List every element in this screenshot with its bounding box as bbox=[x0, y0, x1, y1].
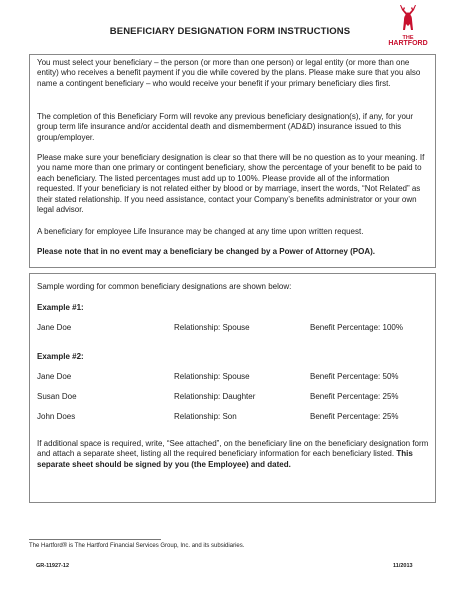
footnote: The Hartford® is The Hartford Financial Services Group, Inc. and its subsidiaries. bbox=[29, 543, 245, 549]
beneficiary-relationship: Relationship: Son bbox=[174, 412, 237, 421]
samples-intro: Sample wording for common beneficiary designations are shown below: bbox=[37, 282, 292, 291]
instructions-paragraph-1: You must select your beneficiary – the person (or more than one person) or legal entity (or more than one entity) who receives a benefit payment if you die while covered by the plans. Please make sure that you also name a contingent beneficiary – who would receive your benefit if your primary beneficiary dies first. bbox=[37, 58, 421, 88]
instructions-paragraph-2: The completion of this Beneficiary Form will revoke any previous beneficiary designation(s), if any, for your group term life insurance and/or accidental death and dismemberment (AD&D) insurance issued to this group/employer. bbox=[37, 112, 414, 142]
beneficiary-name: Susan Doe bbox=[37, 392, 77, 401]
beneficiary-relationship: Relationship: Spouse bbox=[174, 372, 250, 381]
instructions-paragraph-4: A beneficiary for employee Life Insurance may be changed at any time upon written request. bbox=[37, 227, 364, 236]
beneficiary-relationship: Relationship: Daughter bbox=[174, 392, 256, 401]
beneficiary-relationship: Relationship: Spouse bbox=[174, 323, 250, 332]
closing-signature-note: This separate sheet should be signed by you (the Employee) and dated. bbox=[37, 449, 413, 469]
closing-text: If additional space is required, write, “See attached”, on the beneficiary line on the beneficiary designation form and attach a separate sheet, listing all the required beneficiary information for each beneficiary listed. bbox=[37, 439, 429, 459]
beneficiary-percentage: Benefit Percentage: 100% bbox=[310, 323, 403, 332]
logo-text-the: THE bbox=[402, 35, 414, 41]
example-2-label: Example #2: bbox=[37, 352, 84, 361]
stag-icon bbox=[396, 4, 420, 34]
samples-closing bbox=[37, 439, 429, 470]
form-date: 11/2013 bbox=[393, 563, 413, 569]
example-2-row bbox=[37, 372, 429, 383]
company-logo bbox=[384, 4, 432, 48]
beneficiary-percentage: Benefit Percentage: 50% bbox=[310, 372, 399, 381]
example-2-row bbox=[37, 412, 429, 423]
instructions-paragraph-3: Please make sure your beneficiary designation is clear so that there will be no question as to your meaning. If you name more than one primary or contingent beneficiary, show the percentage of your benefit to be paid to each beneficiary. The listed percentages must add up to 100%. Please provide all of the information requested. If your beneficiary is not related either by blood or by marriage, insert the words, “Not Related” as their stated relationship. If you need assistance, contact your Company’s benefits administrator or your own legal advisor. bbox=[37, 153, 425, 215]
footnote-divider bbox=[29, 539, 161, 540]
example-2-row bbox=[37, 392, 429, 403]
poa-notice: Please note that in no event may a beneficiary be changed by a Power of Attorney (POA). bbox=[37, 247, 376, 256]
instructions-box bbox=[29, 54, 436, 268]
beneficiary-percentage: Benefit Percentage: 25% bbox=[310, 412, 399, 421]
example-1-label: Example #1: bbox=[37, 303, 84, 312]
beneficiary-name: John Does bbox=[37, 412, 76, 421]
page-title: BENEFICIARY DESIGNATION FORM INSTRUCTIONS bbox=[109, 26, 351, 37]
beneficiary-name: Jane Doe bbox=[37, 372, 72, 381]
form-code: GR-11927-12 bbox=[36, 563, 70, 569]
example-1-row bbox=[37, 323, 429, 334]
beneficiary-name: Jane Doe bbox=[37, 323, 72, 332]
beneficiary-percentage: Benefit Percentage: 25% bbox=[310, 392, 399, 401]
samples-box bbox=[29, 273, 436, 503]
logo-text-hartford: HARTFORD bbox=[388, 40, 428, 47]
